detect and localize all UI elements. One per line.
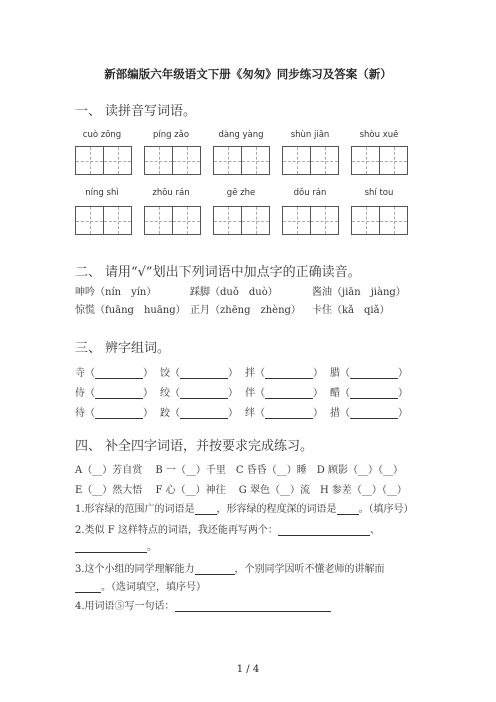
question-1-text: 。（填序号） [358, 504, 414, 515]
pinyin-label: dǒu rán [293, 188, 327, 198]
answer-blank[interactable] [75, 542, 147, 553]
word-blank[interactable] [160, 384, 238, 399]
pinyin-label: gē zhe [226, 188, 256, 198]
char: 伴 [245, 388, 255, 399]
word-blank[interactable] [330, 384, 408, 399]
open-paren: （ [340, 408, 350, 419]
writing-grid[interactable] [144, 206, 201, 235]
writing-grid[interactable] [144, 146, 201, 175]
word-blank[interactable] [75, 364, 153, 379]
pinyin-label: shùn jiān [290, 130, 330, 140]
open-paren: （ [85, 368, 95, 379]
writing-grid[interactable] [282, 206, 339, 235]
answer-blank[interactable] [175, 601, 331, 612]
char: 醋 [330, 388, 340, 399]
separator: 、 [369, 525, 380, 536]
section-2-number: 二、 [75, 265, 102, 280]
reading-choice: 呻吟（nín yín） [75, 287, 157, 298]
section-3-heading [75, 337, 170, 356]
word-blank[interactable] [245, 404, 323, 419]
reading-choice: 酱油（jiān jiàng） [312, 287, 406, 298]
pinyin-label: níng shì [85, 188, 119, 198]
open-paren: （ [85, 388, 95, 399]
writing-grid[interactable] [75, 206, 132, 235]
pinyin-label: zhōu rán [152, 188, 190, 198]
section-1-title: 读拼音写词语。 [105, 104, 197, 119]
answer-blank[interactable] [195, 504, 217, 515]
section-2-heading [75, 261, 361, 280]
open-paren: （ [170, 388, 180, 399]
close-paren: ） [143, 388, 153, 399]
question-1-text: 1.形容绿的范围广的词语是 [75, 504, 195, 515]
section-1-number: 一、 [75, 104, 102, 119]
word-blank[interactable] [75, 384, 153, 399]
question-2 [75, 521, 380, 536]
section-1-heading [75, 100, 196, 119]
char: 腊 [330, 368, 340, 379]
section-3-title: 辨字组词。 [105, 341, 171, 356]
section-4-title: 补全四字词语，并按要求完成练习。 [105, 439, 314, 454]
close-paren: ） [313, 408, 323, 419]
answer-blank[interactable] [195, 564, 235, 575]
section-3-number: 三、 [75, 341, 102, 356]
char: 侍 [75, 388, 85, 399]
open-paren: （ [170, 408, 180, 419]
idiom-line-2: E（__）然大悟 F 心（__）神往 G 翠色（__）流 H 参差（__）（__） [75, 485, 407, 496]
word-blank[interactable] [245, 364, 323, 379]
reading-choice: 惊慌（fuāng huāng） [75, 305, 186, 316]
pinyin-label: cuò zōng [82, 130, 122, 140]
document-title: 新部编版六年级语文下册《匆匆》同步练习及答案（新） [104, 67, 392, 81]
writing-grid[interactable] [351, 206, 408, 235]
close-paren: ） [398, 368, 408, 379]
writing-grid[interactable] [213, 146, 270, 175]
question-4 [75, 597, 331, 612]
char: 绞 [160, 388, 170, 399]
word-blank[interactable] [75, 404, 153, 419]
word-blank[interactable] [330, 404, 408, 419]
idiom-line-1: A（__）芳自赏 B 一（__）千里 C 昏昏（__）睡 D 顾影（__）（__） [75, 465, 403, 476]
pinyin-label: shí tou [364, 188, 394, 198]
char: 饺 [160, 368, 170, 379]
pinyin-label: dàng yàng [218, 130, 264, 140]
question-3-text: 3.这个小组的同学理解能力 [75, 564, 195, 575]
writing-grid[interactable] [351, 146, 408, 175]
close-paren: ） [398, 408, 408, 419]
char: 绊 [245, 408, 255, 419]
answer-blank[interactable] [75, 582, 101, 593]
question-1 [75, 500, 414, 515]
reading-choice: 卡住（kǎ qiǎ） [312, 305, 390, 316]
close-paren: ） [228, 408, 238, 419]
char: 跤 [160, 408, 170, 419]
close-paren: ） [228, 388, 238, 399]
question-3 [75, 560, 385, 575]
question-2-cont [75, 538, 157, 553]
char: 寺 [75, 368, 85, 379]
char: 措 [330, 408, 340, 419]
open-paren: （ [255, 368, 265, 379]
section-4-number: 四、 [75, 439, 102, 454]
reading-choice: 正月（zhēng zhèng） [190, 305, 301, 316]
period: 。 [147, 542, 157, 553]
word-blank[interactable] [245, 384, 323, 399]
char: 拌 [245, 368, 255, 379]
writing-grid[interactable] [213, 206, 270, 235]
reading-choice: 踩脚（duǒ duò） [190, 287, 278, 298]
word-blank[interactable] [160, 404, 238, 419]
word-blank[interactable] [330, 364, 408, 379]
writing-grid[interactable] [75, 146, 132, 175]
open-paren: （ [340, 368, 350, 379]
open-paren: （ [255, 408, 265, 419]
close-paren: ） [398, 388, 408, 399]
pinyin-label: píng zǎo [152, 130, 190, 140]
char: 待 [75, 408, 85, 419]
close-paren: ） [228, 368, 238, 379]
writing-grid[interactable] [282, 146, 339, 175]
question-3-text: 。（选词填空，填序号） [101, 582, 206, 593]
question-2-text: 2.类似 F 这样特点的词语，我还能再写两个： [75, 525, 278, 536]
section-2-title: 请用“√”划出下列词语中加点字的正确读音。 [105, 265, 361, 280]
close-paren: ） [313, 368, 323, 379]
close-paren: ） [143, 408, 153, 419]
section-4-heading [75, 435, 313, 454]
question-3-cont [75, 578, 206, 593]
word-blank[interactable] [160, 364, 238, 379]
open-paren: （ [255, 388, 265, 399]
open-paren: （ [170, 368, 180, 379]
question-3-text: ，个别同学因听不懂老师的讲解而 [234, 564, 385, 575]
page-number: 1 / 4 [236, 664, 260, 675]
close-paren: ） [143, 368, 153, 379]
question-1-text: ，形容绿的程度深的词语是 [216, 504, 337, 515]
answer-blank[interactable] [337, 504, 359, 515]
open-paren: （ [340, 388, 350, 399]
close-paren: ） [313, 388, 323, 399]
open-paren: （ [85, 408, 95, 419]
answer-blank[interactable] [278, 525, 370, 536]
question-4-text: 4.用词语⑤写一句话： [75, 601, 175, 612]
pinyin-label: shòu xuē [359, 130, 399, 140]
